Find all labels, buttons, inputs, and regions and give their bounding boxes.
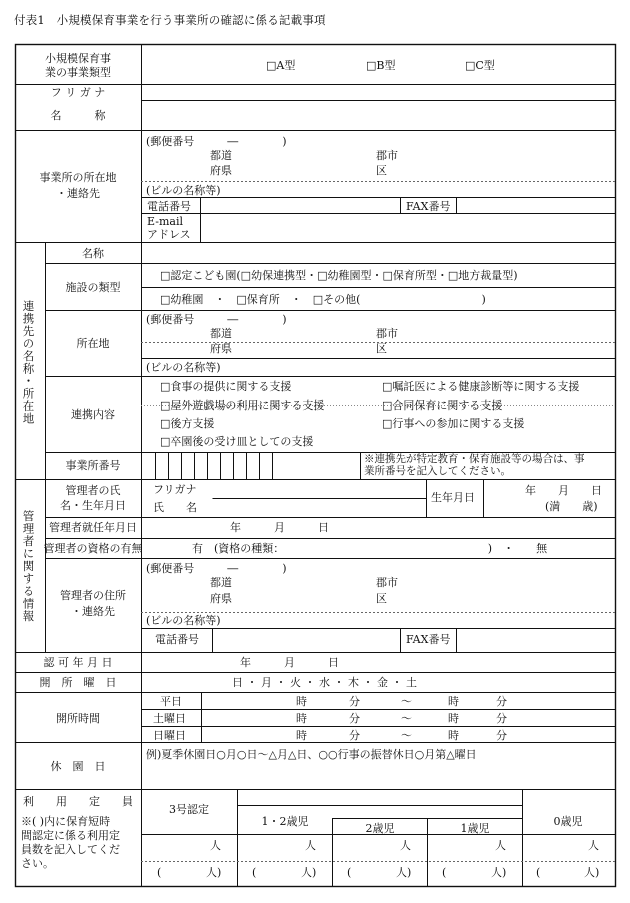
renkei-content-joint-care[interactable]: □合同保育に関する支援: [382, 399, 503, 412]
holidays-label: 休 園 日: [50, 760, 106, 773]
manager-ku: 区: [376, 592, 387, 605]
renkei-facility-type-label: 施設の類型: [65, 281, 121, 294]
capacity-1-short-open: (: [442, 866, 447, 879]
capacity-col-3go: 3号認定: [169, 803, 209, 816]
open-hours-label: 開所時間: [56, 712, 100, 725]
open-days-value: 日 ・ 月 ・ 火 ・ 水 ・ 木 ・ 金 ・ 土: [232, 676, 417, 689]
renkei-number-note-1: ※連携先が特定教育・保育施設等の場合は、事: [364, 453, 585, 465]
approval-value: 年 月 日: [240, 656, 339, 669]
sunday-end-hour: 時: [448, 729, 459, 742]
saturday-end-minute: 分: [496, 712, 507, 725]
capacity-3go-short-open: (: [157, 866, 162, 879]
capacity-1-2-short-open: (: [252, 866, 257, 879]
sunday-tilde: 〜: [401, 729, 412, 742]
saturday-end-hour: 時: [448, 712, 459, 725]
office-building: (ビルの名称等): [146, 184, 221, 197]
renkei-content-meal[interactable]: □食事の提供に関する支援: [160, 380, 292, 393]
manager-shimei-label: 氏 名: [153, 501, 197, 514]
renkei-location-label: 所在地: [76, 337, 110, 350]
capacity-2-short-close: 人): [396, 866, 412, 879]
capacity-0-short-close: 人): [584, 866, 600, 879]
manager-fax-label: FAX番号: [406, 633, 451, 646]
renkei-side-label: 連携先の名称・所在地: [21, 300, 36, 425]
manager-age: (満 歳): [545, 500, 598, 513]
manager-postal: (郵便番号 ― ): [146, 562, 287, 575]
capacity-col-0: 0歳児: [553, 815, 583, 828]
manager-name-label-2: 名・生年月日: [60, 499, 126, 512]
manager-gunshi: 郡市: [376, 576, 398, 589]
capacity-note-2: 間認定に係る利用定: [21, 829, 120, 842]
manager-birth-value: 年 月 日: [525, 484, 602, 497]
capacity-2-unit: 人: [400, 839, 411, 852]
sunday-start-hour: 時: [296, 729, 307, 742]
manager-qual-label: 管理者の資格の有無: [43, 542, 143, 555]
renkei-content-events[interactable]: □行事への参加に関する支援: [382, 417, 525, 430]
renkei-ku: 区: [376, 342, 387, 355]
renkei-name-label: 名称: [82, 247, 104, 260]
capacity-1-unit: 人: [495, 839, 506, 852]
office-todo: 都道: [210, 149, 232, 162]
renkei-postal: (郵便番号 ― ): [146, 313, 287, 326]
manager-birth-label: 生年月日: [431, 491, 475, 504]
manager-side-label: 管理者に関する情報: [21, 510, 36, 623]
open-hours-saturday: 土曜日: [153, 712, 186, 725]
weekday-start-hour: 時: [296, 695, 307, 708]
office-email-label-1: E-mail: [147, 215, 183, 228]
saturday-start-minute: 分: [349, 712, 360, 725]
weekday-end-minute: 分: [496, 695, 507, 708]
office-fax-label: FAX番号: [406, 200, 451, 213]
capacity-col-2: 2歳児: [365, 822, 395, 835]
manager-todo: 都道: [210, 576, 232, 589]
weekday-tilde: 〜: [401, 695, 412, 708]
manager-phone-label: 電話番号: [155, 633, 199, 646]
open-hours-sunday: 日曜日: [153, 729, 186, 742]
capacity-note-1: ※( )内に保育短時: [21, 815, 111, 828]
saturday-start-hour: 時: [296, 712, 307, 725]
renkei-facility-line1[interactable]: □認定こども園(□幼保連携型・□幼稚園型・□保育所型・□地方裁量型): [160, 269, 518, 282]
type-label-line2: 業の事業類型: [45, 66, 111, 79]
capacity-1-2-unit: 人: [305, 839, 316, 852]
manager-building: (ビルの名称等): [146, 614, 221, 627]
type-a-checkbox[interactable]: □A型: [266, 59, 296, 72]
renkei-number-note-2: 業所番号を記入してください。: [364, 465, 511, 477]
office-label-line2: ・連絡先: [56, 187, 100, 200]
manager-qual-value: 有 (資格の種類： ) ・ 無: [192, 542, 548, 555]
renkei-gunshi: 郡市: [376, 327, 398, 340]
capacity-2-short-open: (: [347, 866, 352, 879]
renkei-content-label: 連携内容: [71, 408, 115, 421]
open-hours-weekday: 平日: [160, 695, 182, 708]
renkei-content-backup[interactable]: □後方支援: [160, 417, 215, 430]
manager-start-value: 年 月 日: [230, 521, 329, 534]
page-title: 付表1 小規模保育事業を行う事業所の確認に係る記載事項: [14, 13, 326, 27]
capacity-label: 利 用 定 員: [23, 795, 133, 808]
renkei-content-doctor[interactable]: □嘱託医による健康診断等に関する支援: [382, 380, 580, 393]
renkei-content-playground[interactable]: □屋外遊戯場の利用に関する支援: [160, 399, 325, 412]
manager-addr-label-2: ・連絡先: [71, 605, 115, 618]
office-email-label-2: アドレス: [147, 228, 191, 241]
renkei-number-label: 事業所番号: [65, 459, 121, 472]
manager-start-label: 管理者就任年月日: [49, 521, 137, 534]
office-label-line1: 事業所の所在地: [39, 171, 117, 184]
capacity-1-short-close: 人): [491, 866, 507, 879]
capacity-note-4: さい。: [21, 857, 54, 870]
type-b-checkbox[interactable]: □B型: [366, 59, 396, 72]
renkei-content-graduation[interactable]: □卒園後の受け皿としての支援: [160, 435, 314, 448]
office-gunshi: 郡市: [376, 149, 398, 162]
name-label: 名 称: [50, 109, 106, 122]
office-phone-label: 電話番号: [147, 200, 191, 213]
manager-furigana-label: フリガナ: [153, 483, 197, 496]
weekday-end-hour: 時: [448, 695, 459, 708]
sunday-end-minute: 分: [496, 729, 507, 742]
renkei-todo: 都道: [210, 327, 232, 340]
office-ku: 区: [376, 164, 387, 177]
capacity-0-unit: 人: [588, 839, 599, 852]
renkei-facility-line2[interactable]: □幼稚園 ・ □保育所 ・ □その他( ): [160, 293, 486, 306]
saturday-tilde: 〜: [401, 712, 412, 725]
capacity-col-1-2: 1・2歳児: [261, 815, 309, 828]
capacity-note-3: 員数を記入してくだ: [21, 843, 120, 856]
approval-label: 認 可 年 月 日: [43, 656, 113, 669]
manager-fuken: 府県: [210, 592, 232, 605]
capacity-0-short-open: (: [536, 866, 541, 879]
office-fuken: 府県: [210, 164, 232, 177]
holidays-example: 例)夏季休園日○月○日〜△月△日、○○行事の振替休日○月第△曜日: [146, 748, 477, 761]
sunday-start-minute: 分: [349, 729, 360, 742]
manager-addr-label-1: 管理者の住所: [60, 589, 126, 602]
capacity-1-2-short-close: 人): [301, 866, 317, 879]
renkei-fuken: 府県: [210, 342, 232, 355]
manager-name-label-1: 管理者の氏: [65, 484, 121, 497]
open-days-label: 開 所 曜 日: [39, 676, 117, 689]
furigana-label: フ リ ガ ナ: [50, 86, 106, 99]
weekday-start-minute: 分: [349, 695, 360, 708]
office-postal: (郵便番号 ― ): [146, 135, 287, 148]
capacity-3go-unit: 人: [210, 839, 221, 852]
type-label-line1: 小規模保育事: [45, 52, 111, 65]
capacity-3go-short-close: 人): [206, 866, 222, 879]
capacity-col-1: 1歳児: [460, 822, 490, 835]
type-c-checkbox[interactable]: □C型: [465, 59, 495, 72]
renkei-building: (ビルの名称等): [146, 361, 221, 374]
